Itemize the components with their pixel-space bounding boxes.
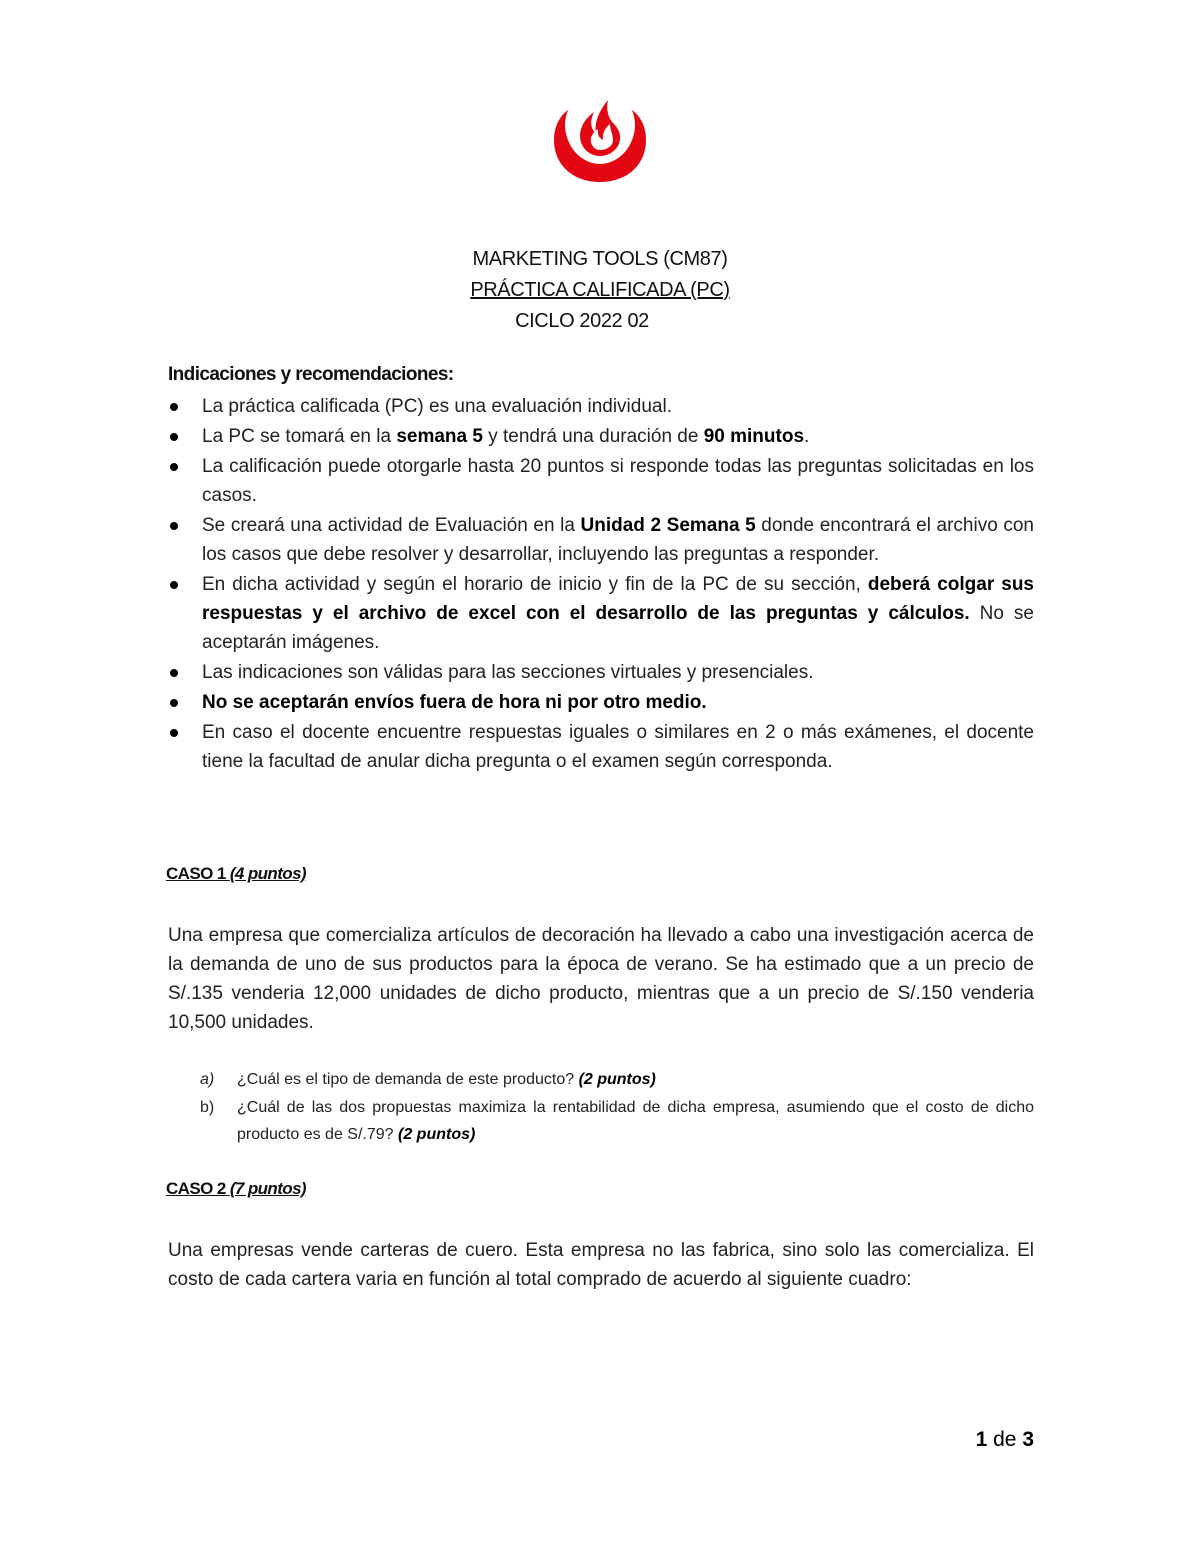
indications-list	[168, 392, 1034, 777]
indication-text: .	[804, 426, 810, 447]
indication-text: La calificación puede otorgarle hasta 20 puntos si responde todas las preguntas solicitadas en los casos.	[202, 456, 1034, 506]
indication-item	[168, 511, 1034, 569]
indication-bold-text: Unidad 2 Semana 5	[580, 515, 756, 536]
case2-points: (7 puntos)	[229, 1179, 306, 1198]
upc-flame-logo-icon	[550, 96, 650, 186]
indications-heading: Indicaciones y recomendaciones:	[168, 364, 454, 385]
bullet-dot-icon	[170, 522, 178, 530]
case1-paragraph: Una empresa que comercializa artículos de decoración ha llevado a cabo una investigación acerca de la demanda de uno de sus productos para la época de verano. Se ha estimado que a un precio de S/.135 venderia 12,000 unidades de dicho producto, mientras que a un precio de S/.150 venderia 10,500 unidades.	[168, 925, 1034, 1033]
indication-text: Las indicaciones son válidas para las secciones virtuales y presenciales.	[202, 662, 814, 683]
bullet-dot-icon	[170, 581, 178, 589]
cycle-label: CICLO 2022 02	[515, 310, 649, 332]
indication-bold-text: deberá colgar sus respuestas y el archivo de excel con el desarrollo de las preguntas y cálculos.	[202, 574, 1034, 624]
indication-text: En dicha actividad y según el horario de inicio y fin de la PC de su sección,	[202, 574, 868, 595]
indication-text: Se creará una actividad de Evaluación en la	[202, 515, 581, 536]
bullet-dot-icon	[170, 403, 178, 411]
page-separator: de	[987, 1428, 1023, 1451]
case1-title-text: CASO 1	[166, 864, 226, 883]
indication-text: La PC se tomará en la	[202, 426, 397, 447]
question-points: (2 puntos)	[578, 1071, 656, 1088]
question-marker: b)	[200, 1099, 215, 1116]
case2-paragraph: Una empresas vende carteras de cuero. Esta empresa no las fabrica, sino solo las comercializa. El costo de cada cartera varia en función al total comprado de acuerdo al siguiente cuadro:	[168, 1240, 1034, 1290]
bullet-dot-icon	[170, 729, 178, 737]
exam-title: PRÁCTICA CALIFICADA (PC)	[470, 279, 730, 301]
case1-points: (4 puntos)	[229, 864, 306, 883]
indication-text: y tendrá una duración de	[482, 426, 704, 447]
indication-item	[168, 392, 1034, 421]
current-page: 1	[975, 1428, 988, 1451]
question-text: ¿Cuál es el tipo de demanda de este producto?	[237, 1071, 579, 1088]
question-text: ¿Cuál de las dos propuestas maximiza la rentabilidad de dicha empresa, asumiendo que el costo de dicho producto es de S/.79?	[237, 1099, 1034, 1143]
document-title-block	[0, 244, 1200, 337]
bullet-dot-icon	[170, 669, 178, 677]
indication-item	[168, 718, 1034, 776]
page-number	[976, 1428, 1034, 1452]
case1-questions	[200, 1066, 1034, 1149]
indication-text: donde encontrará el archivo con los casos que debe resolver y desarrollar, incluyendo las preguntas a responder.	[202, 515, 1034, 565]
question-item	[200, 1066, 1034, 1093]
indication-item	[168, 452, 1034, 510]
indication-bold-text: 90 minutos	[703, 426, 805, 447]
indication-item	[168, 422, 1034, 451]
case1-title	[166, 864, 306, 884]
indication-item	[168, 570, 1034, 657]
indication-item	[168, 688, 1034, 717]
case2-title	[166, 1179, 306, 1199]
course-title: MARKETING TOOLS (CM87)	[472, 248, 728, 270]
indication-text: En caso el docente encuentre respuestas iguales o similares en 2 o más exámenes, el docente tiene la facultad de anular dicha pregunta o el examen según corresponda.	[202, 722, 1034, 772]
question-item	[200, 1094, 1034, 1148]
indication-bold-text: semana 5	[396, 426, 483, 447]
case2-title-text: CASO 2	[166, 1179, 226, 1198]
question-points: (2 puntos)	[398, 1126, 476, 1143]
indication-item	[168, 658, 1034, 687]
bullet-dot-icon	[170, 433, 178, 441]
indication-bold-text: No se aceptarán envíos fuera de hora ni por otro medio.	[202, 692, 707, 713]
total-pages: 3	[1022, 1428, 1034, 1451]
bullet-dot-icon	[170, 463, 178, 471]
indication-text: La práctica calificada (PC) es una evaluación individual.	[202, 396, 672, 417]
question-marker: a)	[200, 1071, 215, 1088]
indication-text: No se aceptarán imágenes.	[202, 603, 1034, 653]
bullet-dot-icon	[170, 699, 178, 707]
